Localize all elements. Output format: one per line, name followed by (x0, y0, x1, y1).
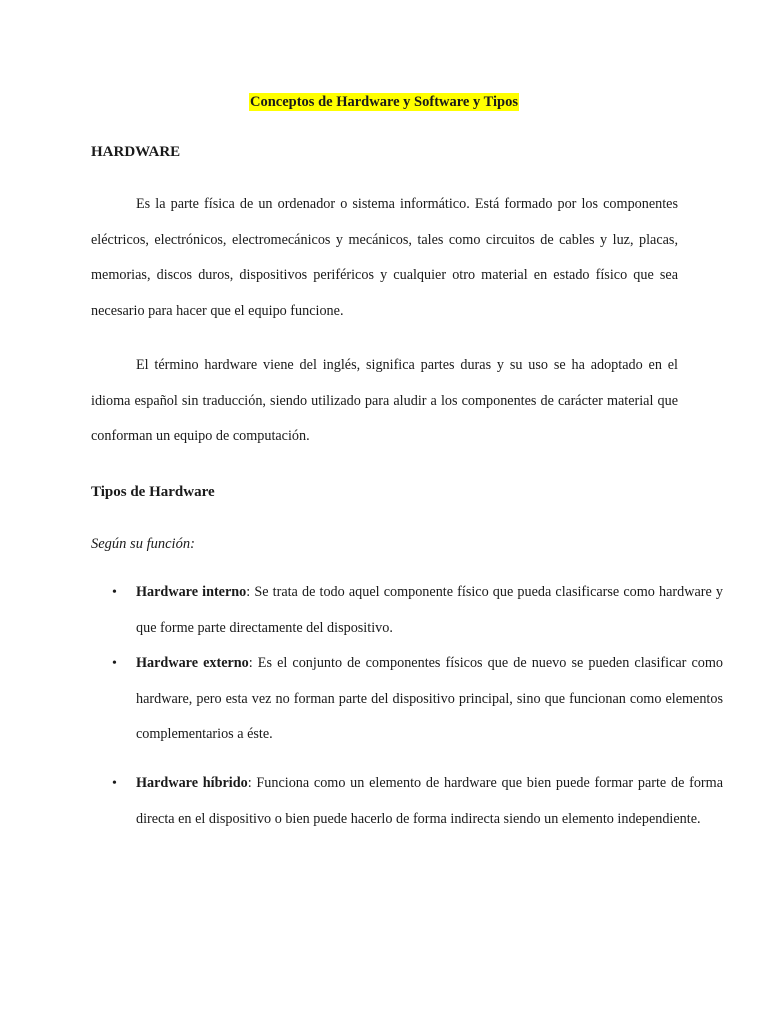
list-item-text (136, 646, 723, 753)
list-item-description: : Se trata de todo aquel componente físico que pueda clasificarse como hardware y que forme parte directamente del dispositivo. (136, 584, 723, 636)
section-heading-hardware: HARDWARE (91, 144, 181, 160)
list-item-description: : Es el conjunto de componentes físicos que de nuevo se pueden clasificar como hardware, pero esta vez no forman parte del dispositivo principal, sino que funcionan como elementos complementarios a éste. (136, 655, 723, 743)
bullet-icon: • (112, 656, 117, 671)
title-wrapper (0, 93, 768, 111)
paragraph-etymology: El término hardware viene del inglés, significa partes duras y su uso se ha adoptado en el idioma español sin traducción, siendo utilizado para aludir a los componentes de carácter material que conforman un equipo de computación. (91, 357, 678, 445)
types-heading: Tipos de Hardware (91, 484, 215, 500)
list-item-hardware-hibrido (91, 766, 723, 837)
bullet-icon: • (112, 585, 117, 600)
list-item-term: Hardware interno (136, 584, 247, 600)
list-item-description: : Funciona como un elemento de hardware que bien puede formar parte de forma directa en el dispositivo o bien puede hacerlo de forma indirecta siendo un elemento independiente. (136, 775, 723, 827)
list-item-term: Hardware externo (136, 655, 249, 671)
list-item-term: Hardware híbrido (136, 775, 248, 791)
list-item-text (136, 766, 723, 837)
bullet-icon: • (112, 776, 117, 791)
list-item-hardware-externo (91, 646, 723, 753)
list-item-hardware-interno (91, 575, 723, 646)
list-item-text (136, 575, 723, 646)
document-title: Conceptos de Hardware y Software y Tipos (250, 94, 518, 110)
paragraph-definition: Es la parte física de un ordenador o sistema informático. Está formado por los componentes eléctricos, electrónicos, electromecánicos y mecánicos, tales como circuitos de cables y luz, placas, memorias, discos duros, dispositivos periféricos y cualquier otro material en estado físico que sea necesario para hacer que el equipo funcione. (91, 196, 678, 320)
subheading-function: Según su función: (91, 536, 195, 552)
